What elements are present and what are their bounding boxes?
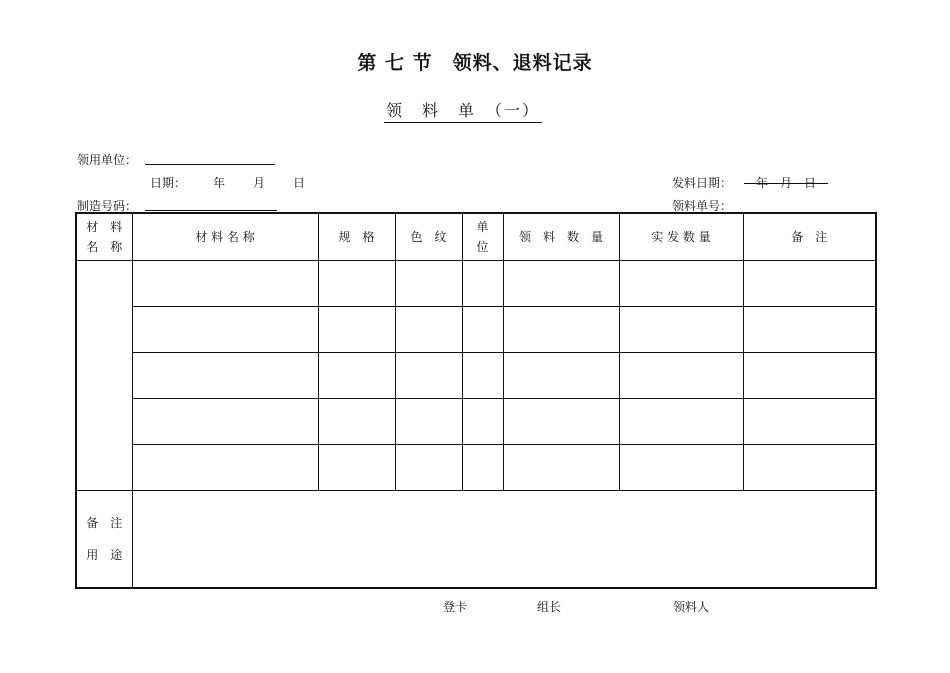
- remarks-label-line1: 备 注: [86, 516, 123, 530]
- unit-cell[interactable]: [462, 445, 503, 491]
- header-spec: 规 格: [318, 213, 395, 261]
- remarks-cell[interactable]: [743, 307, 876, 353]
- table-row: [76, 445, 876, 491]
- remarks-cell[interactable]: [743, 353, 876, 399]
- date-month: 月: [253, 176, 266, 190]
- requested-qty-cell[interactable]: [503, 307, 619, 353]
- material-name-cell[interactable]: [132, 399, 318, 445]
- material-name-cell[interactable]: [132, 445, 318, 491]
- issue-date-label: 发料日期：: [672, 176, 733, 190]
- remarks-row: [76, 491, 876, 589]
- spec-cell[interactable]: [318, 307, 395, 353]
- color-cell[interactable]: [395, 445, 462, 491]
- header-material: [76, 213, 132, 261]
- actual-qty-cell[interactable]: [619, 399, 743, 445]
- color-cell[interactable]: [395, 353, 462, 399]
- remarks-label-line2: 用 途: [86, 548, 123, 562]
- issue-date-value: 年 月 日: [744, 176, 829, 190]
- color-cell[interactable]: [395, 399, 462, 445]
- material-name-cell[interactable]: [132, 307, 318, 353]
- table-row: [76, 307, 876, 353]
- requesting-unit-label: 领用单位：: [77, 153, 138, 167]
- actual-qty-cell[interactable]: [619, 445, 743, 491]
- header-unit-line2: 位: [476, 240, 489, 254]
- slip-number-label: 领料单号：: [672, 199, 733, 213]
- requisition-table: [75, 212, 877, 589]
- remarks-cell[interactable]: [743, 399, 876, 445]
- table-row: [76, 353, 876, 399]
- requested-qty-cell[interactable]: [503, 261, 619, 307]
- remarks-cell[interactable]: [743, 261, 876, 307]
- material-name-cell[interactable]: [132, 353, 318, 399]
- header-actual-qty: 实 发 数 量: [619, 213, 743, 261]
- footer-receiver: 领料人: [673, 600, 710, 614]
- spec-cell[interactable]: [318, 353, 395, 399]
- header-remarks: 备 注: [743, 213, 876, 261]
- unit-cell[interactable]: [462, 307, 503, 353]
- date-year: 年: [213, 176, 226, 190]
- table-row: [76, 399, 876, 445]
- header-color: 色 纹: [395, 213, 462, 261]
- section-title: 第 七 节 领料、退料记录: [357, 52, 593, 74]
- requested-qty-cell[interactable]: [503, 353, 619, 399]
- material-name-cell[interactable]: [132, 261, 318, 307]
- header-material-line2: 名 称: [86, 240, 123, 254]
- requesting-unit-field[interactable]: [145, 164, 275, 165]
- header-unit: [462, 213, 503, 261]
- date-day: 日: [293, 176, 306, 190]
- header-material-line1: 材 料: [86, 220, 123, 234]
- remarks-purpose-label: [76, 491, 132, 589]
- spec-cell[interactable]: [318, 261, 395, 307]
- order-number-label: 制造号码：: [77, 199, 138, 213]
- color-cell[interactable]: [395, 261, 462, 307]
- unit-cell[interactable]: [462, 261, 503, 307]
- spec-cell[interactable]: [318, 399, 395, 445]
- remarks-purpose-field[interactable]: [132, 491, 876, 589]
- form-title: 领 料 单 （一）: [384, 98, 542, 123]
- unit-cell[interactable]: [462, 399, 503, 445]
- spec-cell[interactable]: [318, 445, 395, 491]
- table-row: [76, 261, 876, 307]
- color-cell[interactable]: [395, 307, 462, 353]
- footer-team-leader: 组长: [537, 600, 562, 614]
- actual-qty-cell[interactable]: [619, 307, 743, 353]
- requested-qty-cell[interactable]: [503, 399, 619, 445]
- order-number-field[interactable]: [145, 210, 277, 211]
- header-material-name: 材 料 名 称: [132, 213, 318, 261]
- actual-qty-cell[interactable]: [619, 261, 743, 307]
- header-requested-qty: 领 料 数 量: [503, 213, 619, 261]
- date-label: 日期：: [150, 176, 187, 190]
- requested-qty-cell[interactable]: [503, 445, 619, 491]
- header-row: [76, 213, 876, 261]
- footer-register: 登卡: [443, 600, 468, 614]
- unit-cell[interactable]: [462, 353, 503, 399]
- actual-qty-cell[interactable]: [619, 353, 743, 399]
- material-category-cell[interactable]: [76, 261, 132, 491]
- remarks-cell[interactable]: [743, 445, 876, 491]
- header-unit-line1: 单: [476, 220, 489, 234]
